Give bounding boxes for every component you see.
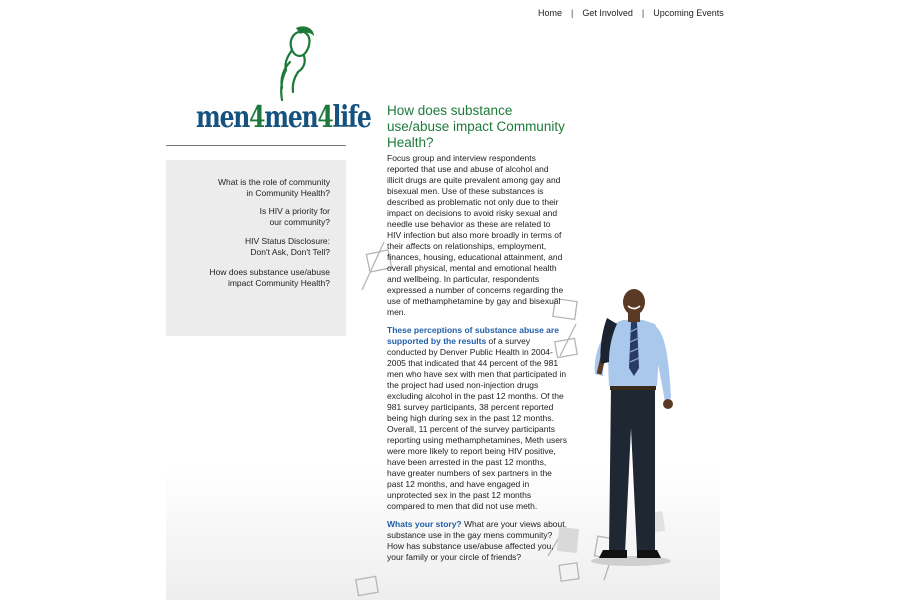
nav-home-link[interactable]: Home [538,8,563,18]
logo-part: 4 [317,100,333,135]
nav-separator: | [571,8,574,18]
logo-part: men [196,100,250,135]
sidebar-item-label: impact Community Health? [227,278,330,288]
sidebar-item-label: How does substance use/abuse [209,267,330,277]
logo-part: life [332,100,371,135]
nav-upcoming-events-link[interactable]: Upcoming Events [653,8,724,18]
logo-part: 4 [249,100,265,135]
article-paragraph: Focus group and interview respondents reported that use and abuse of alcohol and illicit drugs are quite prevalent among gay and bisexual men. Use of these substances is described as problematic not only due to their impact on decisions to avoid risky sexual and needle use behavior as these are related to HIV infection but also more broadly in terms of their affects on relationships, employment, finances, housing, educational attainment, and overall physical, mental and emotional health and wellbeing. In particular, respondents expressed a number of concerns regarding the use of methamphetamine by gay and bisexual men. [387,153,564,317]
sidebar-item-label: Is HIV a priority for [259,206,330,216]
nav-separator: | [641,8,645,18]
sidebar-item-label: in Community Health? [246,188,330,198]
sidebar-item-label: HIV Status Disclosure: [244,236,330,246]
sidebar-item-label: our community? [269,217,330,227]
article-paragraph [387,519,567,563]
man-portrait-icon [585,288,690,568]
article-title: How does substance use/abuse impact Community Health? [387,103,565,150]
nav-get-involved-link[interactable]: Get Involved [582,8,633,18]
paragraph-lead: Whats your story? [387,519,462,529]
sidebar-item-label: What is the role of community [218,177,330,187]
paragraph-body: What are your views about substance use in the gay mens community? How has substance use/abuse affected you, your family or your circle of friends? [387,519,565,562]
article-paragraph [387,325,567,512]
paragraph-body: of a survey conducted by Denver Public Health in 2004-2005 that indicated that 44 percent of the 981 men who have sex with men that participated in the project had used non-injection drugs excluding alcohol in the past 12 months. Of the 981 survey participants, 38 percent reported being high during sex in the past 12 months. Overall, 11 percent of the survey participants reporting using methamphetamines, Meth users were more likely to report being HIV positive, have been arrested in the past 12 months, have greater numbers of sex partners in the past 12 months, and have engaged in unprotected sex in the past 12 months compared to men that did not use meth. [387,336,568,511]
logo-part: men [264,100,318,135]
main-article [387,103,567,570]
sidebar-item-label: Don't Ask, Don't Tell? [250,247,330,257]
paragraph-lead: These perceptions of substance abuse are supported by the results [387,325,559,346]
